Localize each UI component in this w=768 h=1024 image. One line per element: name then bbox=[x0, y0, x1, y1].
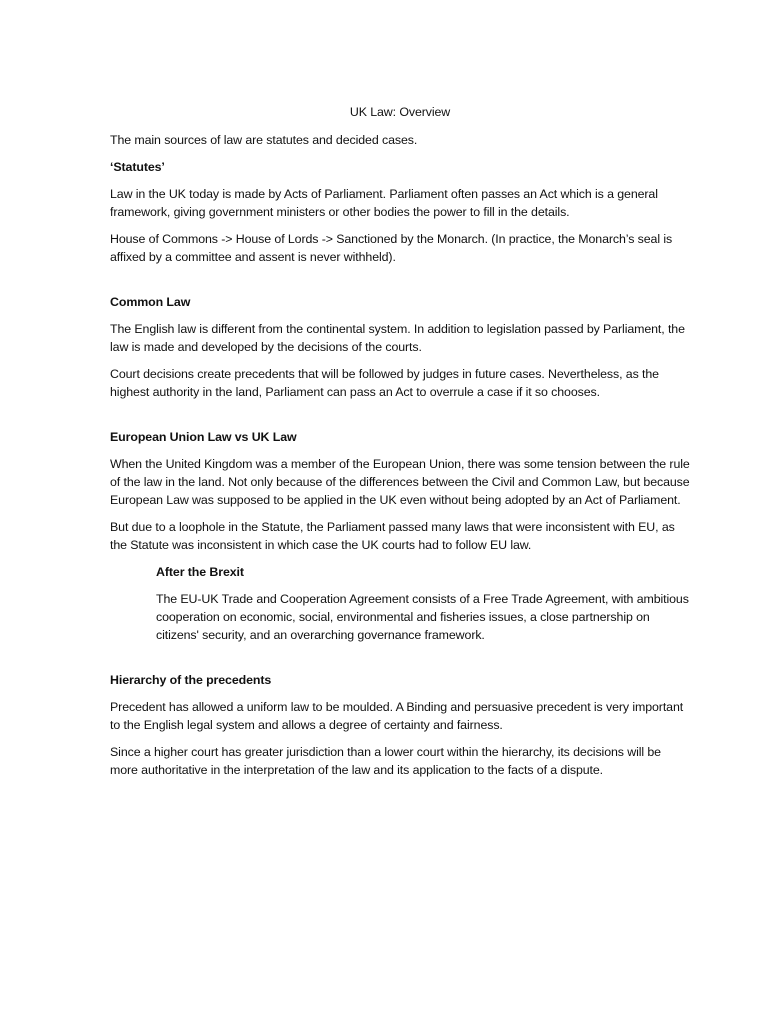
brexit-paragraph: The EU-UK Trade and Cooperation Agreement consists of a Free Trade Agreement, with ambitious cooperation on economic, social, environmental and fisheries issues, a close partnership on citizens' security, and an overarching governance framework. bbox=[156, 592, 689, 642]
document-title: UK Law: Overview bbox=[349, 105, 451, 119]
statutes-paragraph-1: Law in the UK today is made by Acts of Parliament. Parliament often passes an Act which is a general framework, giving government ministers or other bodies the power to fill in the details. bbox=[110, 187, 658, 219]
statutes-heading: ‘Statutes’ bbox=[110, 160, 165, 174]
intro-paragraph: The main sources of law are statutes and decided cases. bbox=[110, 133, 418, 147]
eu-law-paragraph-2: But due to a loophole in the Statute, the Parliament passed many laws that were inconsistent with EU, as the Statute was inconsistent in which case the UK courts had to follow EU law. bbox=[110, 520, 675, 552]
statutes-paragraph-2: House of Commons -> House of Lords -> Sanctioned by the Monarch. (In practice, the Monarch’s seal is affixed by a committee and assent is never withheld). bbox=[110, 232, 673, 264]
common-law-paragraph-1: The English law is different from the continental system. In addition to legislation passed by Parliament, the law is made and developed by the decisions of the courts. bbox=[110, 322, 685, 354]
brexit-heading: After the Brexit bbox=[156, 565, 244, 579]
hierarchy-paragraph-1: Precedent has allowed a uniform law to be moulded. A Binding and persuasive precedent is very important to the English legal system and allows a degree of certainty and fairness. bbox=[110, 700, 684, 732]
common-law-heading: Common Law bbox=[110, 295, 191, 309]
common-law-paragraph-2: Court decisions create precedents that will be followed by judges in future cases. Nevertheless, as the highest authority in the land, Parliament can pass an Act to overrule a case if it so chooses. bbox=[110, 367, 659, 399]
eu-law-paragraph-1: When the United Kingdom was a member of the European Union, there was some tension between the rule of the law in the land. Not only because of the differences between the Civil and Common Law, but because European Law was supposed to be applied in the UK even without being adopted by an Act of Parliament. bbox=[110, 457, 690, 507]
hierarchy-paragraph-2: Since a higher court has greater jurisdiction than a lower court within the hierarchy, its decisions will be more authoritative in the interpretation of the law and its application to the facts of a dispute. bbox=[110, 745, 661, 777]
eu-law-heading: European Union Law vs UK Law bbox=[110, 430, 297, 444]
hierarchy-heading: Hierarchy of the precedents bbox=[110, 673, 272, 687]
document-body bbox=[110, 103, 690, 779]
